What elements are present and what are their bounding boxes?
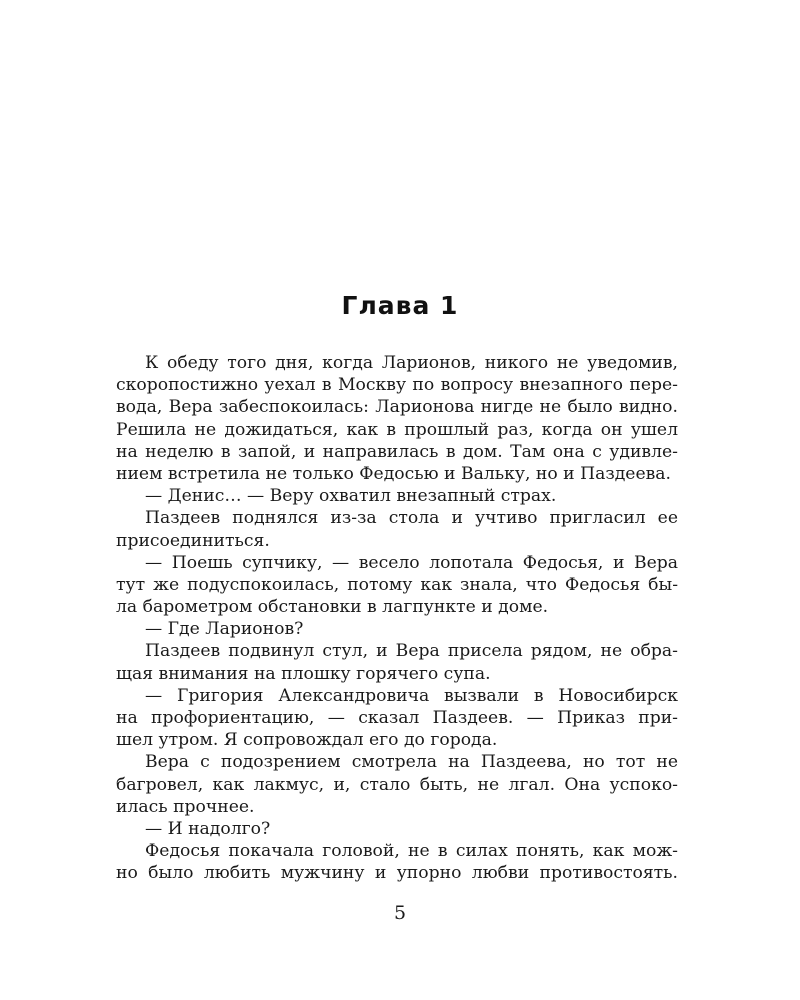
text-line: — Григория Александровича вызвали в Новосибирск <box>145 685 678 706</box>
text-line: — Поешь супчику, — весело лопотала Федосья, и Вера <box>145 552 678 573</box>
body-text <box>116 352 678 885</box>
text-line: — И надолго? <box>145 818 271 839</box>
chapter-title: Глава 1 <box>341 291 459 320</box>
text-line: вода, Вера забеспокоилась: Ларионова нигде не было видно. <box>116 397 678 418</box>
text-line: ла барометром обстановки в лагпункте и доме. <box>116 597 549 618</box>
text-line: нием встретила не только Федосью и Вальку, но и Паздеева. <box>116 463 672 484</box>
text-line: Федосья покачала головой, не в силах понять, как мож- <box>145 841 678 862</box>
page-number: 5 <box>393 902 407 924</box>
text-line: — Денис… — Веру охватил внезапный страх. <box>145 486 557 507</box>
text-line: Решила не дожидаться, как в прошлый раз, когда он ушел <box>116 419 678 440</box>
text-line: присоединиться. <box>116 530 270 551</box>
text-line: Вера с подозрением смотрела на Паздеева, но тот не <box>145 752 678 773</box>
text-line: К обеду того дня, когда Ларионов, никого не уведомив, <box>145 353 678 373</box>
text-line: на неделю в запой, и направилась в дом. Там она с удивле- <box>116 441 678 462</box>
text-line: — Где Ларионов? <box>145 619 304 640</box>
text-line: щая внимания на плошку горячего супа. <box>116 663 491 684</box>
text-line: на профориентацию, — сказал Паздеев. — Приказ при- <box>116 708 678 728</box>
text-line: шел утром. Я сопровождал его до города. <box>116 730 498 751</box>
text-line: Паздеев подвинул стул, и Вера присела рядом, не обра- <box>145 641 678 662</box>
text-line: багровел, как лакмус, и, стало быть, не лгал. Она успоко- <box>116 774 678 795</box>
text-line: тут же подуспокоилась, потому как знала, что Федосья бы- <box>116 574 678 595</box>
text-line: илась прочнее. <box>116 796 255 817</box>
text-line: скоропостижно уехал в Москву по вопросу внезапного пере- <box>116 375 678 396</box>
text-line: Паздеев поднялся из-за стола и учтиво пригласил ее <box>145 508 678 529</box>
text-line: но было любить мужчину и упорно любви противостоять. <box>116 863 678 884</box>
